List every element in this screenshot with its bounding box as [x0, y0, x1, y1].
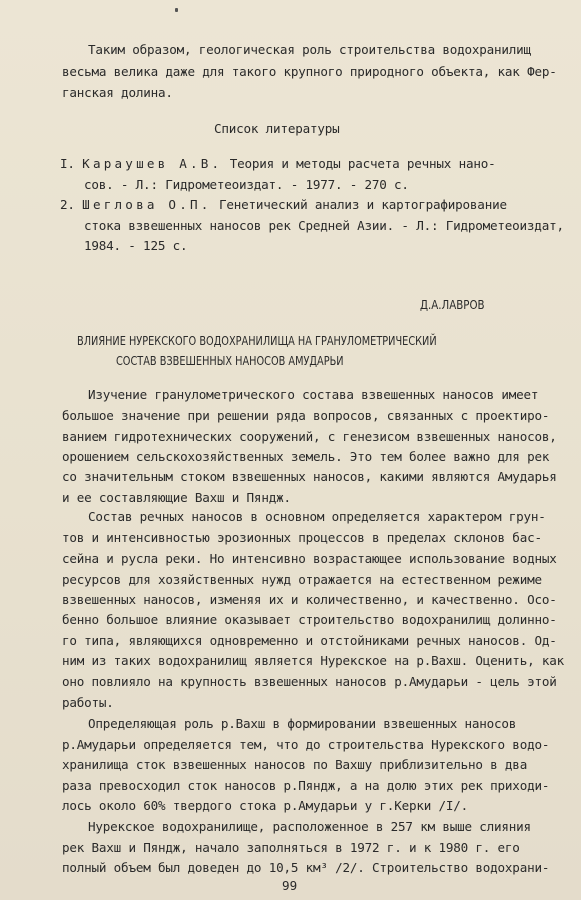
intro-line-2: весьма велика даже для такого крупного природного объекта, как Фер-: [62, 64, 557, 79]
reference-1-number: I.: [60, 156, 75, 171]
body-line-10: ресурсов для хозяйственных нужд отражается на естественном режиме: [62, 572, 542, 587]
body-line-11: взвешенных наносов, изменяя их и количественно, и качественно. Осо-: [62, 592, 557, 607]
body-line-13: го типа, являющихся одновременно и отстойниками речных наносов. Од-: [62, 633, 557, 648]
body-line-22: Нурекское водохранилище, расположенное в 257 км выше слияния: [88, 819, 531, 834]
page-number: 99: [282, 878, 298, 893]
reference-2-line-1: [60, 197, 507, 212]
body-line-19: хранилища сток взвешенных наносов по Вахшу приблизительно в два: [62, 757, 528, 772]
reference-1-author: Караушев А.В.: [82, 156, 223, 171]
reference-2-number: 2.: [60, 197, 75, 212]
reference-1-line-1: [60, 156, 495, 171]
body-line-4: орошением сельскохозяйственных земель. Это тем более важно для рек: [62, 449, 550, 464]
body-line-20: раза превосходил сток наносов р.Пяндж, а на долю этих рек приходи-: [62, 778, 550, 793]
body-line-7: Состав речных наносов в основном определяется характером грун-: [88, 509, 546, 524]
reference-2-title: Генетический анализ и картографирование: [218, 197, 507, 212]
body-line-8: тов и интенсивностью эрозионных процессов в пределах склонов бас-: [62, 530, 542, 545]
body-line-6: и ее составляющие Вахш и Пяндж.: [62, 490, 291, 505]
body-line-12: бенно большое влияние оказывает строительство водохранилищ долинно-: [62, 612, 557, 627]
body-line-1: Изучение гранулометрического состава взвешенных наносов имеет: [88, 387, 539, 402]
reference-2-author: Шеглова О.П.: [82, 197, 212, 212]
body-line-18: р.Амударьи определяется тем, что до строительства Нурекского водо-: [62, 737, 550, 752]
body-line-14: ним из таких водохранилищ является Нурекское на р.Вахш. Оценить, как: [62, 653, 564, 668]
body-line-16: работы.: [62, 695, 114, 710]
body-line-24: полный объем был доведен до 10,5 км³ /2/. Строительство водохрани-: [62, 860, 550, 875]
body-line-2: большое значение при решении ряда вопросов, связанных с проектиро-: [62, 408, 550, 423]
body-line-15: оно повлияло на крупность взвешенных наносов р.Амударьи - цель этой: [62, 674, 557, 689]
article-author: Д.А.ЛАВРОВ: [420, 297, 485, 312]
article-title-line-1: ВЛИЯНИЕ НУРЕКСКОГО ВОДОХРАНИЛИЩА НА ГРАНУЛОМЕТРИЧЕСКИЙ: [77, 333, 437, 348]
body-line-23: рек Вахш и Пяндж, начало заполняться в 1972 г. и к 1980 г. его: [62, 840, 520, 855]
intro-line-1: Таким образом, геологическая роль строительства водохранилищ: [88, 42, 531, 57]
body-line-9: сейна и русла реки. Но интенсивно возрастающее использование водных: [62, 551, 557, 566]
reference-2-line-2: стока взвешенных наносов рек Средней Азии. - Л.: Гидрометеоиздат,: [84, 218, 564, 233]
intro-line-3: ганская долина.: [62, 85, 173, 100]
body-line-3: ванием гидротехнических сооружений, с генезисом взвешенных наносов,: [62, 429, 557, 444]
references-heading: Список литературы: [214, 121, 340, 136]
reference-2-line-3: 1984. - 125 с.: [84, 238, 188, 253]
body-line-5: со значительным стоком взвешенных наносов, какими являются Амударья: [62, 469, 557, 484]
body-line-21: лось около 60% твердого стока р.Амударьи у г.Керки /I/.: [62, 798, 469, 813]
reference-1-line-2: сов. - Л.: Гидрометеоиздат. - 1977. - 270 с.: [84, 177, 409, 192]
page-speck: [175, 8, 178, 12]
reference-1-title: Теория и методы расчета речных нано-: [229, 156, 496, 171]
body-line-17: Определяющая роль р.Вахш в формировании взвешенных наносов: [88, 716, 517, 731]
article-title-line-2: СОСТАВ ВЗВЕШЕННЫХ НАНОСОВ АМУДАРЬИ: [116, 353, 344, 368]
